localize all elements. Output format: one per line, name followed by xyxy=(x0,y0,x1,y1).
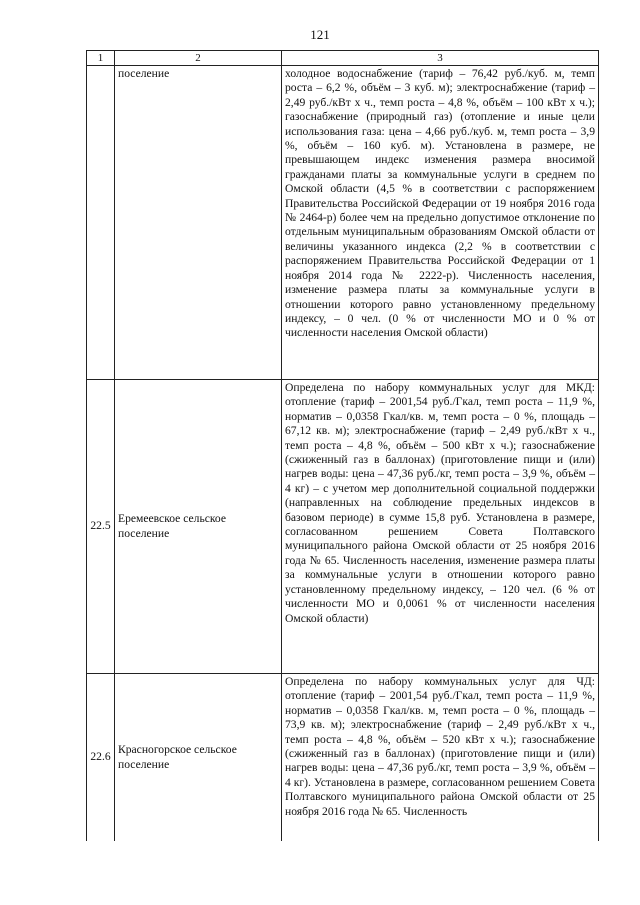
column-header-2: 2 xyxy=(115,51,282,66)
row-description: Определена по набору коммунальных услуг для ЧД: отопление (тариф – 2001,54 руб./Гкал, темп роста – 11,9 %, норматив – 0,0358 Гкал/кв. м, темп роста – 0 %, площадь – 73,9 кв. м); электроснабжение (тариф – 2,49 руб./кВт х ч., темп роста – 4,8 %, объём – 520 кВт х ч.); газоснабжение (сжиженный газ в баллонах) (приготовление пищи и (или) нагрев воды: цена – 47,36 руб./кг, темп роста – 3,9 %, объём – 4 кг). Установлена в размере, согласованном решением Совета Полтавского муниципального района Омской области от 25 ноября 2016 года № 65. Численность xyxy=(282,674,599,842)
row-number xyxy=(87,66,115,380)
row-description: Определена по набору коммунальных услуг для МКД: отопление (тариф – 2001,54 руб./Гкал, темп роста – 11,9 %, норматив – 0,0358 Гкал/кв. м, темп роста – 0 %, площадь – 67,12 кв. м); электроснабжение (тариф – 2,49 руб./кВт х ч., темп роста – 4,8 %, объём – 500 кВт х ч.); газоснабжение (сжиженный газ в баллонах) (приготовление пищи и (или) нагрев воды: цена – 47,36 руб./кг, темп роста – 3,9 %, объём – 4 кг) – с учетом мер дополнительной социальной поддержки (направленных на соблюдение предельных индексов в базовом периоде) в сумме 15,8 руб. Установлена в размере, согласованном решением Совета Полтавского муниципального района Омской области от 25 ноября 2016 года № 65. Численность населения, изменение размера платы за коммунальные услуги в отношении которого равно установленному предельному индексу, – 120 чел. (6 % от численности МО и 0,0061 % от численности населения Омской области) xyxy=(282,380,599,674)
settlement-name: Еремеевское сельское поселение xyxy=(115,380,282,674)
row-description: холодное водоснабжение (тариф – 76,42 руб./куб. м, темп роста – 6,2 %, объём – 3 куб. м); электроснабжение (тариф – 2,49 руб./кВт х ч., темп роста – 4,8 %, объём – 100 кВт х ч.); газоснабжение (природный газ) (отопление и иные цели использования газа: цена – 4,66 руб./куб. м, темп роста – 3,9 %, объём – 160 куб. м). Установлена в размере, не превышающем индекс изменения размера вносимой гражданами платы за коммунальные услуги в среднем по Омской области (4,5 % в соответствии с распоряжением Правительства Российской Федерации от 19 ноября 2016 года № 2464-р) более чем на предельно допустимое отклонение по отдельным муниципальным образованиям Омской области от величины указанного индекса (2,2 % в соответствии с распоряжением Правительства Российской Федерации от 1 ноября 2014 года № 2222-р). Численность населения, изменение размера платы за коммунальные услуги в отношении которого равно установленному предельному индексу, – 0 чел. (0 % от численности МО и 0 % от численности населения Омской области) xyxy=(282,66,599,380)
document-table xyxy=(86,50,599,841)
column-header-1: 1 xyxy=(87,51,115,66)
row-number: 22.6 xyxy=(87,674,115,842)
table-header-row xyxy=(87,51,599,66)
table-row xyxy=(87,66,599,380)
settlement-name: поселение xyxy=(115,66,282,380)
table-row xyxy=(87,380,599,674)
column-header-3: 3 xyxy=(282,51,599,66)
page-number: 121 xyxy=(310,27,330,42)
table-row xyxy=(87,674,599,842)
settlement-name: Красногорское сельское поселение xyxy=(115,674,282,842)
row-number: 22.5 xyxy=(87,380,115,674)
